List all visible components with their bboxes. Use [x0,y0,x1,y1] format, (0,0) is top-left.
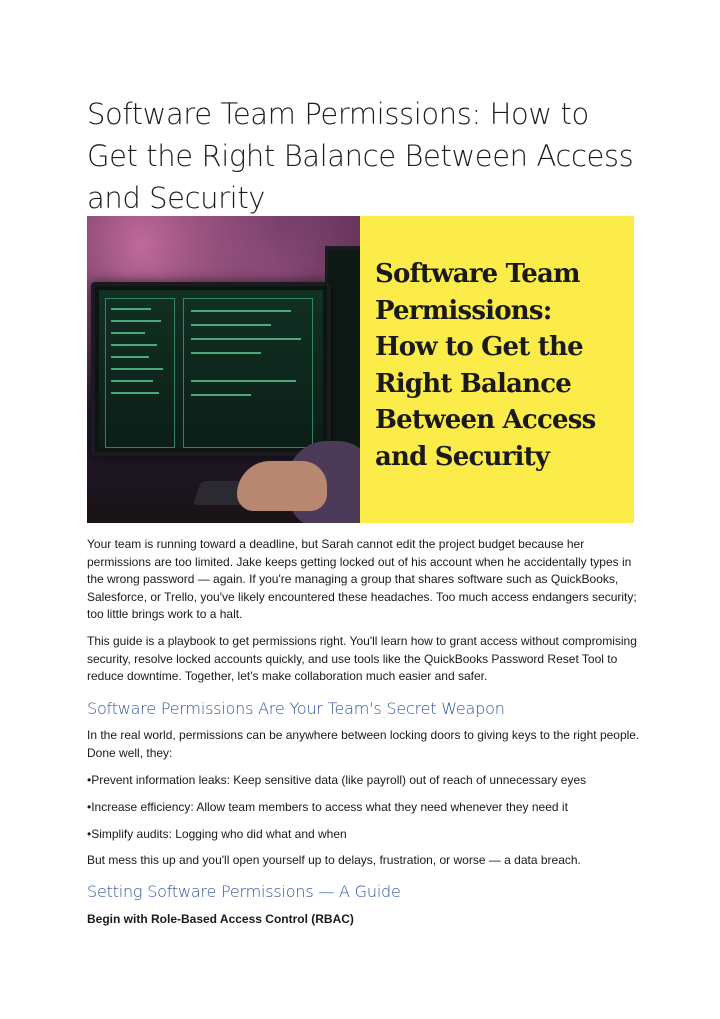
hero-heading-line: Permissions: [375,295,552,326]
bullet-item: •Simplify audits: Logging who did what and when [87,827,347,841]
section-heading: Software Permissions Are Your Team's Secret Weapon [87,699,505,718]
bullet-item: •Increase efficiency: Allow team members to access what they need whenever they need it [87,800,568,814]
page-title: Software Team Permissions: How to Get the Right Balance Between Access and Security [87,97,634,215]
hero-photo [87,216,360,523]
hand [237,461,327,511]
section-closing: But mess this up and you'll open yourself up to delays, frustration, or worse — a data breach. [87,853,581,867]
monitor [91,282,331,456]
hero-heading-line: and Security [375,441,550,472]
intro-paragraph: Your team is running toward a deadline, but Sarah cannot edit the project budget because her permissions are too limited. Jake keeps getting locked out of his account when he accidentally types in the wrong password — again. If you're managing a group that shares software such as QuickBooks, Salesforce, or Trello, you've likely encountered these headaches. Too much access endangers security; too little brings work to a halt. [87,537,637,621]
screen-code-panel [183,298,313,448]
hero-heading-line: Software Team [375,259,580,289]
hero-heading-line: Between Access [375,405,596,435]
hero-banner [360,216,634,523]
intro-paragraph: This guide is a playbook to get permissions right. You'll learn how to grant access without compromising security, resolve locked accounts quickly, and use tools like the QuickBooks Password Reset Tool to reduce downtime. Together, let's make collaboration much easier and safer. [87,634,637,683]
section-subheading: Begin with Role-Based Access Control (RBAC) [87,912,354,926]
section-lead: In the real world, permissions can be anywhere between locking doors to giving keys to the right people. Done well, they: [87,728,640,760]
monitor-screen [99,290,323,448]
hero-image [87,216,634,523]
section-heading: Setting Software Permissions — A Guide [87,882,401,901]
hero-heading-line: Right Balance [375,368,572,399]
bullet-item: •Prevent information leaks: Keep sensitive data (like payroll) out of reach of unnecessary eyes [87,773,587,787]
hero-heading-line: How to Get the [375,332,583,362]
